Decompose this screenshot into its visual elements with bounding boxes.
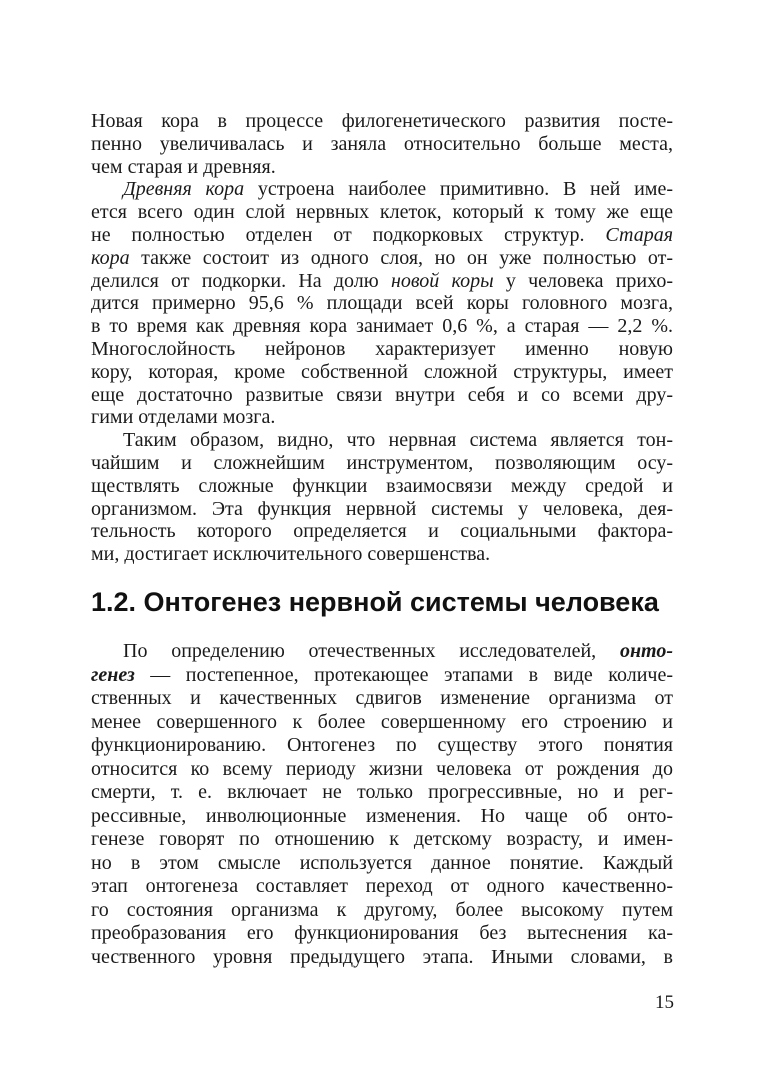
section-heading: 1.2. Онтогенез нервной системы человека: [91, 587, 659, 617]
text-line: [91, 828, 673, 852]
text-line: [91, 384, 673, 407]
text-line: [91, 543, 673, 566]
paragraph-ontogenesis: [91, 640, 673, 969]
text-line: [91, 664, 673, 688]
text-segment: преобразования его функционирования без вытеснения ка-: [91, 922, 673, 944]
text-line: [91, 640, 673, 664]
text-segment: чем старая и древняя.: [91, 155, 276, 178]
emphasized-term: онто-: [619, 640, 673, 662]
text-line: [91, 758, 673, 782]
text-segment: дится примерно 95,6 % площади всей коры головного мозга,: [91, 292, 673, 315]
text-segment: Новая кора в процессе филогенетического развития посте-: [91, 110, 673, 132]
text-segment: но в этом смысле используется данное понятие. Каждый: [91, 851, 673, 874]
page-number: 15: [655, 992, 674, 1013]
text-line: [91, 922, 673, 946]
text-segment: гими отделами мозга.: [91, 406, 276, 429]
text-segment: функционированию. Онтогенез по существу этого понятия: [91, 734, 673, 756]
text-segment: кору, которая, кроме собственной сложной структуры, имеет: [91, 360, 673, 383]
emphasized-term: Старая: [605, 223, 673, 246]
text-segment: Таким образом, видно, что нервная система является тон-: [123, 429, 673, 452]
text-line: [91, 498, 673, 521]
text-line: [91, 711, 673, 735]
text-segment: устроена наиболее примитивно. В ней име-: [244, 178, 673, 201]
text-line: [91, 292, 673, 315]
text-segment: менее совершенного к более совершенному его строению и: [91, 710, 673, 733]
text-segment: также состоит из одного слоя, но он уже полностью от-: [129, 246, 673, 269]
text-line: [91, 946, 673, 970]
text-line: [91, 875, 673, 899]
text-line: [91, 475, 673, 498]
emphasized-term: новой коры: [390, 269, 494, 292]
text-segment: рессивные, инволюционные изменения. Но чаще об онто-: [91, 804, 673, 827]
text-line: [91, 156, 673, 179]
text-segment: ми, достигает исключительного совершенства.: [91, 543, 491, 566]
text-line: [91, 852, 673, 876]
text-segment: чайшим и сложнейшим инструментом, позволяющим осу-: [91, 451, 673, 474]
emphasized-term: генез: [91, 663, 135, 686]
text-segment: в то время как древняя кора занимает 0,6 %, а старая — 2,2 %.: [91, 315, 673, 338]
text-line: [91, 247, 673, 270]
text-line: [91, 520, 673, 543]
text-segment: Многослойность нейронов характеризует именно новую: [91, 337, 673, 360]
text-segment: смерти, т. е. включает не только прогрессивные, но и рег-: [91, 781, 673, 803]
text-line: [91, 338, 673, 361]
text-segment: этап онтогенеза составляет переход от одного качественно-: [91, 875, 673, 897]
text-segment: генезе говорят по отношению к детскому возрасту, и имен-: [91, 828, 673, 850]
text-segment: еще достаточно развитые связи внутри себя и со всеми дру-: [91, 383, 673, 406]
text-line: [91, 429, 673, 452]
text-segment: чественного уровня предыдущего этапа. Иными словами, в: [91, 945, 673, 968]
text-line: [91, 270, 673, 293]
text-line: [91, 178, 673, 201]
text-line: [91, 201, 673, 224]
text-segment: — постепенное, протекающее этапами в виде количе-: [134, 663, 673, 686]
text-line: [91, 110, 673, 133]
text-line: [91, 781, 673, 805]
text-segment: организмом. Эта функция нервной системы у человека, дея-: [91, 497, 673, 520]
text-segment: пенно увеличивалась и заняла относительно больше места,: [91, 132, 673, 155]
text-line: [91, 315, 673, 338]
text-line: [91, 805, 673, 829]
text-line: [91, 224, 673, 247]
text-segment: ществлять сложные функции взаимосвязи между средой и: [91, 474, 673, 497]
text-line: [91, 452, 673, 475]
text-segment: у человека прихо-: [493, 269, 674, 292]
text-segment: тельность которого определяется и социальными фактора-: [91, 520, 673, 543]
emphasized-term: Древняя кора: [123, 178, 245, 201]
text-line: [91, 133, 673, 156]
text-line: [91, 361, 673, 384]
emphasized-term: кора: [91, 246, 130, 269]
text-segment: ственных и качественных сдвигов изменение организма от: [91, 687, 673, 709]
text-line: [91, 687, 673, 711]
text-line: [91, 899, 673, 923]
text-line: [91, 734, 673, 758]
paragraphs-cortex: [91, 110, 673, 566]
text-segment: По определению отечественных исследователей,: [123, 640, 620, 662]
text-segment: относится ко всему периоду жизни человека от рождения до: [91, 757, 673, 780]
text-segment: ется всего один слой нервных клеток, который к тому же еще: [91, 201, 673, 224]
text-line: [91, 406, 673, 429]
text-segment: го состояния организма к другому, более высокому путем: [91, 898, 673, 921]
text-segment: не полностью отделен от подкорковых структур.: [91, 223, 606, 246]
text-segment: делился от подкорки. На долю: [91, 269, 391, 292]
